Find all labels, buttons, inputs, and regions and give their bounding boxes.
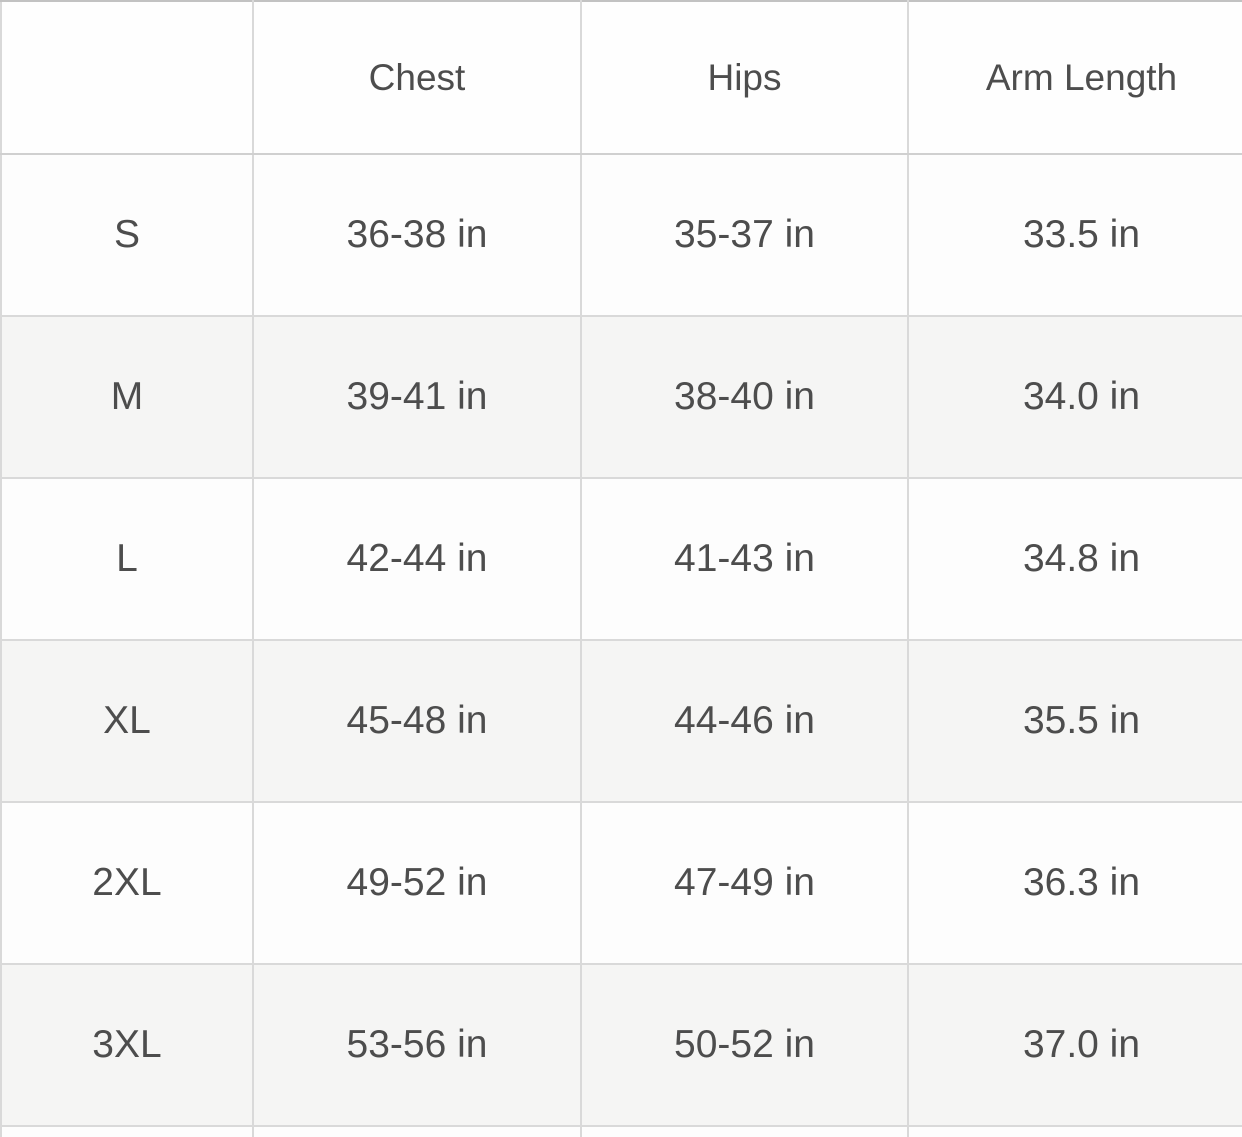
size-label: L xyxy=(1,478,253,640)
header-cell-arm-length: Arm Length xyxy=(908,1,1242,154)
table-row-l xyxy=(1,478,1242,640)
size-label: S xyxy=(1,154,253,316)
hips-value: 50-52 in xyxy=(581,964,908,1126)
table-row-partial xyxy=(1,1126,1242,1137)
hips-value: 38-40 in xyxy=(581,316,908,478)
chest-value: 45-48 in xyxy=(253,640,581,802)
size-label: M xyxy=(1,316,253,478)
size-label: 2XL xyxy=(1,802,253,964)
arm-length-value: 36.3 in xyxy=(908,802,1242,964)
arm-length-value: 34.8 in xyxy=(908,478,1242,640)
chest-value: 53-56 in xyxy=(253,964,581,1126)
arm-length-value: 33.5 in xyxy=(908,154,1242,316)
table-row-s xyxy=(1,154,1242,316)
chest-value: 36-38 in xyxy=(253,154,581,316)
arm-length-value: 35.5 in xyxy=(908,640,1242,802)
chest-value: 49-52 in xyxy=(253,802,581,964)
arm-length-value: 34.0 in xyxy=(908,316,1242,478)
header-cell-hips: Hips xyxy=(581,1,908,154)
chest-value: 39-41 in xyxy=(253,316,581,478)
size-label: XL xyxy=(1,640,253,802)
hips-value: 41-43 in xyxy=(581,478,908,640)
size-label: 3XL xyxy=(1,964,253,1126)
empty-cell xyxy=(1,1126,253,1137)
table-row-3xl xyxy=(1,964,1242,1126)
hips-value: 47-49 in xyxy=(581,802,908,964)
chest-value: 42-44 in xyxy=(253,478,581,640)
hips-value: 35-37 in xyxy=(581,154,908,316)
empty-cell xyxy=(581,1126,908,1137)
table-row-2xl xyxy=(1,802,1242,964)
empty-cell xyxy=(253,1126,581,1137)
header-cell-chest: Chest xyxy=(253,1,581,154)
header-row xyxy=(1,1,1242,154)
empty-cell xyxy=(908,1126,1242,1137)
arm-length-value: 37.0 in xyxy=(908,964,1242,1126)
table-row-m xyxy=(1,316,1242,478)
hips-value: 44-46 in xyxy=(581,640,908,802)
table-row-xl xyxy=(1,640,1242,802)
header-cell-size xyxy=(1,1,253,154)
